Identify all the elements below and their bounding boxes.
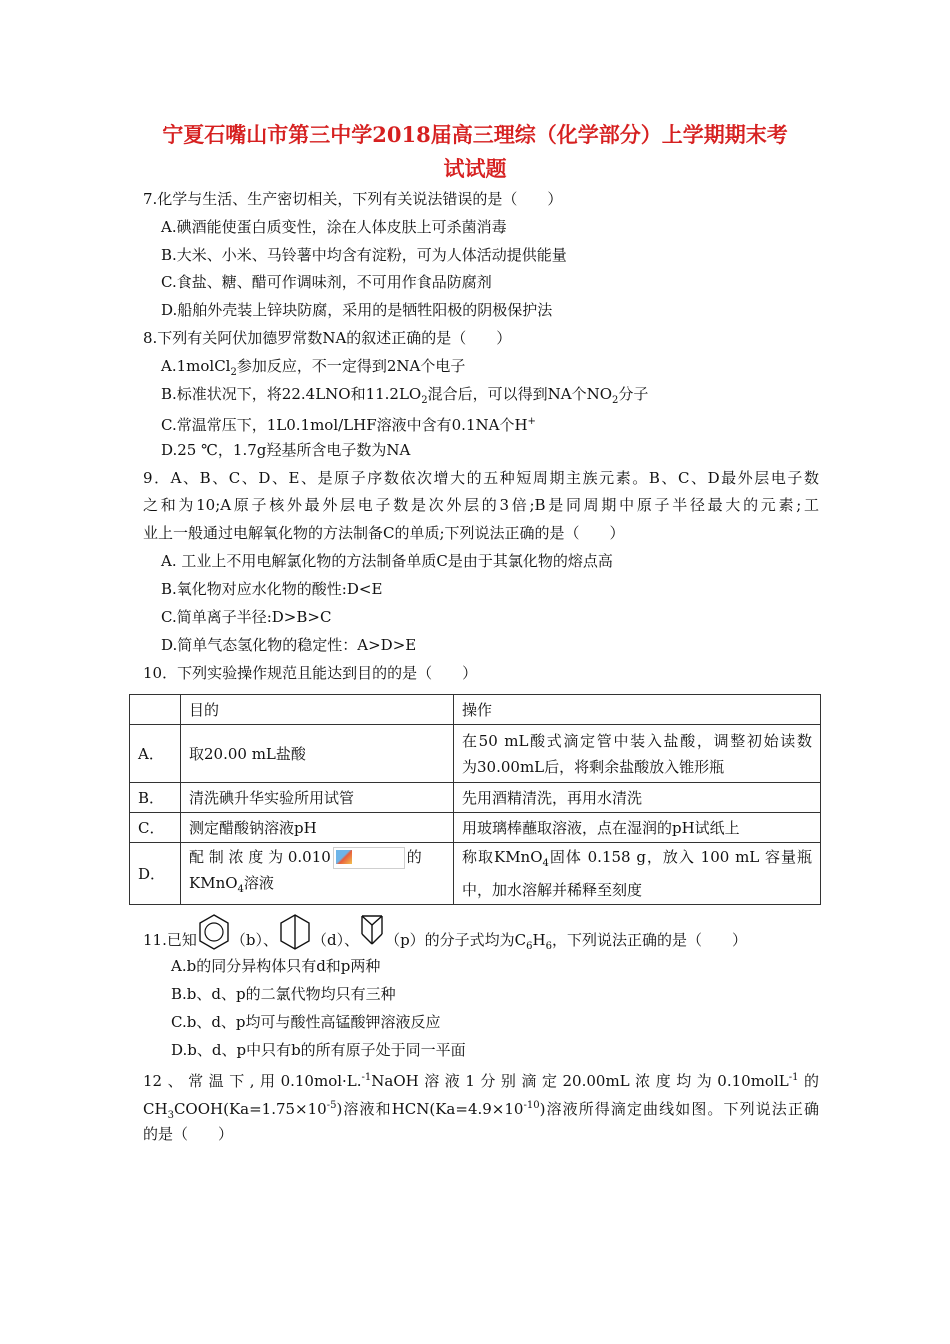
q10-table <box>129 694 821 905</box>
row-c-purpose: 测定醋酸钠溶液pH <box>181 813 454 843</box>
row-c-label: C． <box>130 813 181 843</box>
table-row <box>130 725 821 783</box>
table-row <box>130 813 821 843</box>
q9-option-b: B.氧化物对应水化物的酸性:D<E <box>161 580 383 598</box>
doc-title-line1: 宁夏石嘴山市第三中学2018届高三理综（化学部分）上学期期末考 <box>162 122 788 147</box>
table-row <box>130 843 821 905</box>
q11-option-c: C.b、d、p均可与酸性高锰酸钾溶液反应 <box>171 1013 441 1031</box>
q8-option-d: D.25 ℃，1.7g羟基所含电子数为NA <box>161 441 411 459</box>
table-row <box>130 783 821 813</box>
row-d-purpose: 配 制 浓 度 为 0.010 的 KMnO$_4$溶液 <box>181 843 454 905</box>
q11-stem: 11.已知 （b）、 （d）、 （p）的分子式均为$C_6H_6$，下列说法正确的是（ ） <box>143 912 747 970</box>
row-c-operation: 用玻璃棒蘸取溶液，点在湿润的pH试纸上 <box>454 813 821 843</box>
doc-title-line2: 试试题 <box>443 156 507 181</box>
header-cell-purpose: 目的 <box>181 695 454 725</box>
row-b-purpose: 清洗碘升华实验所用试管 <box>181 783 454 813</box>
header-cell-label <box>130 695 181 725</box>
header-cell-operation: 操作 <box>454 695 821 725</box>
q9-option-a: A. 工业上不用电解氯化物的方法制备单质C是由于其氯化物的熔点高 <box>161 552 613 570</box>
q11-option-d: D.b、d、p中只有b的所有原子处于同一平面 <box>171 1041 466 1059</box>
q9-option-d: D.简单气态氢化物的稳定性：A>D>E <box>161 636 417 654</box>
q7-stem: 7.化学与生活、生产密切相关，下列有关说法错误的是（ ） <box>143 190 563 208</box>
q9-option-c: C.简单离子半径:D>B>C <box>161 608 332 626</box>
row-d-operation: 称取KMnO$_4$固体 0.158 g，放入 100 mL 容量瓶 中，加水溶解并稀释至刻度 <box>454 843 821 905</box>
q7-option-d: D.船舶外壳装上锌块防腐，采用的是牺牲阳极的阴极保护法 <box>161 301 553 319</box>
q12-stem-line3: 的是（ ） <box>143 1125 234 1143</box>
q8-option-a: A.1molCl$_2$参加反应，不一定得到2NA个电子 <box>161 357 466 378</box>
q7-option-c: C.食盐、糖、醋可作调味剂，不可用作食品防腐剂 <box>161 273 492 291</box>
q9-stem-line3: 业上一般通过电解氧化物的方法制备C的单质;下列说法正确的是（ ） <box>143 524 625 542</box>
q9-stem-line2: 之和为10;A原子核外最外层电子数是次外层的3倍;B是同周期中原子半径最大的元素;工 <box>143 496 819 514</box>
row-a-operation: 在50 mL酸式滴定管中装入盐酸，调整初始读数 为30.00mL后，将剩余盐酸放入锥形瓶 <box>454 725 821 783</box>
q11-option-a: A.b的同分异构体只有d和p两种 <box>171 957 381 975</box>
row-a-label: A． <box>130 725 181 783</box>
q10-stem: 10．下列实验操作规范且能达到目的的是（ ） <box>143 664 478 682</box>
q12-stem-line1: 12、常温下,用0.10mol·L.$^{-1}$NaOH溶液1分别滴定20.00mL浓度均为0.10molL$^{-1}$的 <box>143 1072 819 1090</box>
q11-option-b: B.b、d、p的二氯代物均只有三种 <box>171 985 396 1003</box>
row-b-label: B． <box>130 783 181 813</box>
q7-option-b: B.大米、小米、马铃薯中均含有淀粉，可为人体活动提供能量 <box>161 246 567 264</box>
row-d-label: D． <box>130 843 181 905</box>
row-b-operation: 先用酒精清洗，再用水清洗 <box>454 783 821 813</box>
q7-option-a: A.碘酒能使蛋白质变性，涂在人体皮肤上可杀菌消毒 <box>161 218 507 236</box>
q8-option-b: B.标准状况下，将22.4LNO和$11.2LO_2$混合后，可以得到NA个$NO_2$分子 <box>161 385 649 406</box>
q12-stem-line2: $CH_3COOH(Ka=1.75\times 10^{-5})$溶液和$HCN(Ka=4.9\times 10^{-10})$溶液所得滴定曲线如图。下列说法正确 <box>143 1100 819 1121</box>
table-header-row <box>130 695 821 725</box>
row-a-purpose: 取20.00 mL盐酸 <box>181 725 454 783</box>
q8-stem: 8.下列有关阿伏加德罗常数NA的叙述正确的是（ ） <box>143 329 512 347</box>
q9-stem-line1: 9．A、B、C、D、E、是原子序数依次增大的五种短周期主族元素。B、C、D最外层电子数 <box>143 469 819 487</box>
broken-image-icon <box>333 847 405 869</box>
q8-option-c: C.常温常压下，1L0.1mol/LHF溶液中含有0.1NA个H+ <box>161 416 536 434</box>
